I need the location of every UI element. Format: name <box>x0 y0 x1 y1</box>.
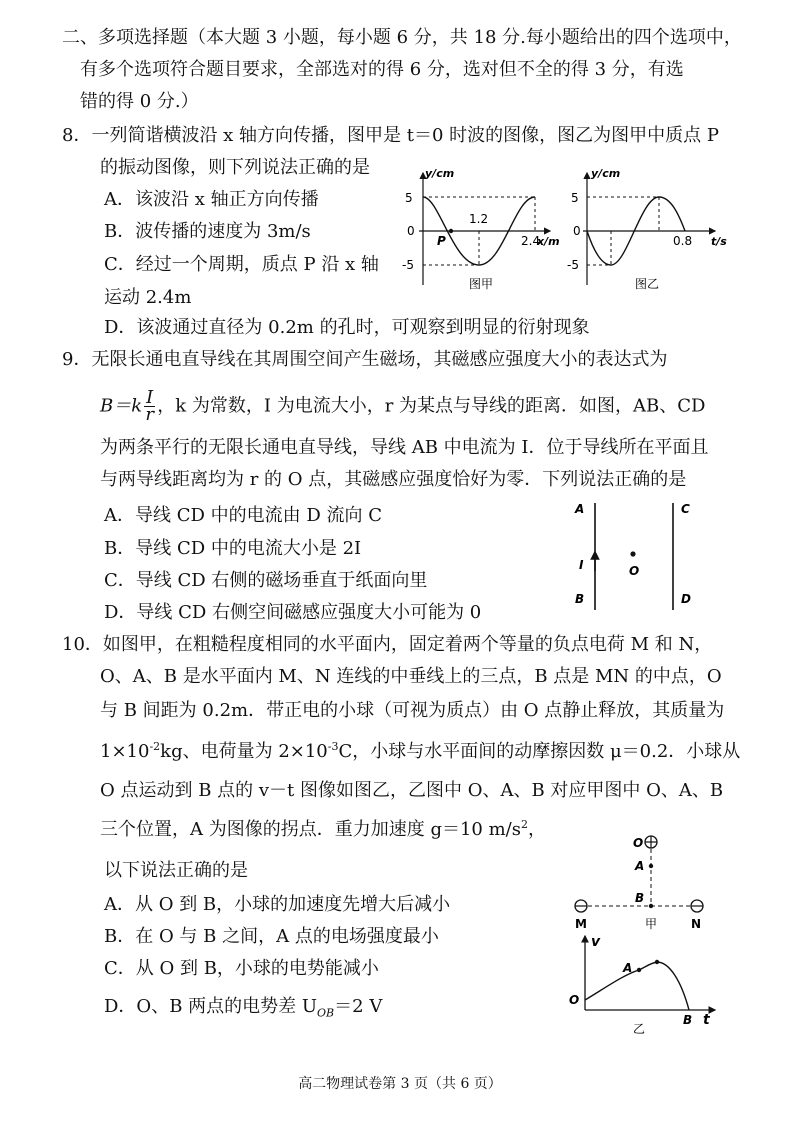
yi-tick-x: 0.8 <box>673 234 693 248</box>
q10-jia-m: M <box>575 917 587 931</box>
yi-tick-y-pos: 5 <box>571 191 579 205</box>
q10-stem-line-7: 以下说法正确的是 <box>104 860 248 881</box>
q9-formula-num: I <box>146 387 154 408</box>
q10-stem-line-6 <box>100 813 546 842</box>
q9-stem-line-4: 与两导线距离均为 r 的 O 点，其磁感应强度恰好为零．下列说法正确的是 <box>100 469 687 490</box>
q8-option-b: B．波传播的速度为 3m/s <box>104 221 311 242</box>
q10-jia-o: O <box>633 836 644 850</box>
section-line-3: 错的得 0 分.） <box>80 91 199 112</box>
jia-tick-y-zero: 0 <box>407 224 415 238</box>
q9-option-c: C．导线 CD 右侧的磁场垂直于纸面向里 <box>104 570 428 591</box>
jia-caption: 图甲 <box>469 277 494 291</box>
q9-formula-fraction <box>144 387 155 425</box>
q10-yi-a: A <box>623 961 633 975</box>
q10-stem-line-4 <box>100 735 740 764</box>
q9-option-a: A．导线 CD 中的电流由 D 流向 C <box>104 505 383 526</box>
q10-mass-base: 1×10 <box>100 741 150 762</box>
q10-yi-v: v <box>591 934 601 950</box>
q9-formula-den: r <box>145 404 154 425</box>
q10-stem-line-5: O 点运动到 B 点的 v－t 图像如图乙，乙图中 O、A、B 对应甲图中 O、A、B <box>100 780 724 801</box>
q9-formula-lhs: B＝k <box>100 395 143 417</box>
q8-stem-line-2: 的振动图像，则下列说法正确的是 <box>100 157 370 178</box>
q9-figure-wires <box>565 495 715 620</box>
q10-jia-caption: 甲 <box>645 917 658 931</box>
q10-option-d-sub: OB <box>317 1006 335 1020</box>
q10-jia-a: A <box>635 859 645 873</box>
q8-stem-line-1: 8．一列简谐横波沿 x 轴方向传播，图甲是 t＝0 时波的图像，图乙为图甲中质点 P <box>62 125 720 146</box>
jia-point-p: P <box>437 234 446 248</box>
q10-yi-o: O <box>569 993 580 1007</box>
q8-option-d: D．该波通过直径为 0.2m 的孔时，可观察到明显的衍射现象 <box>104 317 590 338</box>
yi-ylabel: y/cm <box>591 167 621 180</box>
q8-figure-yi <box>565 165 735 295</box>
q10-charge-base: kg、电荷量为 2×10 <box>160 741 328 762</box>
q10-stem-line-3: 与 B 间距为 0.2m．带正电的小球（可视为质点）由 O 点静止释放，其质量为 <box>100 700 725 721</box>
q10-option-d-tail: ＝2 V <box>334 996 383 1017</box>
q10-mass-exp: -2 <box>149 740 161 753</box>
q10-yi-caption: 乙 <box>633 1022 646 1036</box>
q10-charge-exp: -3 <box>327 740 339 753</box>
q10-gravity: 三个位置，A 为图像的拐点．重力加速度 g＝10 m/s <box>100 819 521 840</box>
q10-stem-line-2: O、A、B 是水平面内 M、N 连线的中垂线上的三点，B 点是 MN 的中点，O <box>100 666 722 687</box>
q10-stem-line-1: 10．如图甲，在粗糙程度相同的水平面内，固定着两个等量的负点电荷 M 和 N， <box>62 634 713 655</box>
yi-tick-y-neg: -5 <box>567 258 579 272</box>
page-footer: 高二物理试卷第 3 页（共 6 页） <box>298 1076 502 1092</box>
q10-option-a: A．从 O 到 B，小球的加速度先增大后减小 <box>104 894 451 915</box>
section-line-2: 有多个选项符合题目要求，全部选对的得 6 分，选对但不全的得 3 分，有选 <box>80 59 684 80</box>
wire-label-o: O <box>629 564 640 578</box>
wire-label-b: B <box>575 592 585 606</box>
q9-stem-line-1: 9．无限长通电直导线在其周围空间产生磁场，其磁感应强度大小的表达式为 <box>62 349 668 370</box>
q10-stem-line-4-rest: C，小球与水平面间的动摩擦因数 μ＝0.2．小球从 <box>338 741 741 762</box>
q10-jia-n: N <box>691 917 702 931</box>
wire-label-c: C <box>681 502 690 516</box>
q10-option-c: C．从 O 到 B，小球的电势能减小 <box>104 958 379 979</box>
yi-tick-y-zero: 0 <box>573 224 581 238</box>
yi-caption: 图乙 <box>635 277 660 291</box>
q9-stem-line-2 <box>100 387 706 425</box>
jia-xlabel: x/m <box>537 235 560 248</box>
q10-option-d <box>104 995 382 1026</box>
jia-tick-y-neg: -5 <box>402 258 414 272</box>
q10-option-b: B．在 O 与 B 之间，A 点的电场强度最小 <box>104 926 439 947</box>
q9-option-d: D．导线 CD 右侧空间磁感应强度大小可能为 0 <box>104 602 482 623</box>
q10-gravity-exp: 2 <box>520 818 528 831</box>
q10-jia-b: B <box>635 891 645 905</box>
q8-option-c: C．经过一个周期，质点 P 沿 x 轴 <box>104 254 379 275</box>
q10-option-d-text: D．O、B 两点的电势差 U <box>104 996 318 1017</box>
q10-figure-jia <box>565 830 715 940</box>
wire-label-d: D <box>681 592 691 606</box>
yi-xlabel: t/s <box>711 235 727 248</box>
wire-label-a: A <box>575 502 585 516</box>
jia-tick-x1: 1.2 <box>469 212 489 226</box>
q10-yi-t: t <box>703 1012 710 1028</box>
jia-tick-y-pos: 5 <box>405 191 413 205</box>
wire-label-i: I <box>579 558 584 572</box>
q9-stem-line-2-rest: ，k 为常数，I 为电流大小，r 为某点与导线的距离．如图，AB、CD <box>157 395 706 417</box>
q10-stem-line-6-end: ， <box>527 819 546 840</box>
q9-option-b: B．导线 CD 中的电流大小是 2I <box>104 538 362 559</box>
q8-option-c-cont: 运动 2.4m <box>104 287 192 308</box>
q10-figure-yi <box>565 930 725 1035</box>
q8-option-a: A．该波沿 x 轴正方向传播 <box>104 189 319 210</box>
q8-figure-jia <box>375 165 560 295</box>
q10-yi-b: B <box>683 1013 693 1027</box>
jia-ylabel: y/cm <box>425 167 455 180</box>
jia-tick-x2: 2.4 <box>521 234 541 248</box>
q9-stem-line-3: 为两条平行的无限长通电直导线，导线 AB 中电流为 I．位于导线所在平面且 <box>100 437 709 458</box>
section-line-1: 二、多项选择题（本大题 3 小题，每小题 6 分，共 18 分.每小题给出的四个选项中， <box>62 27 742 48</box>
